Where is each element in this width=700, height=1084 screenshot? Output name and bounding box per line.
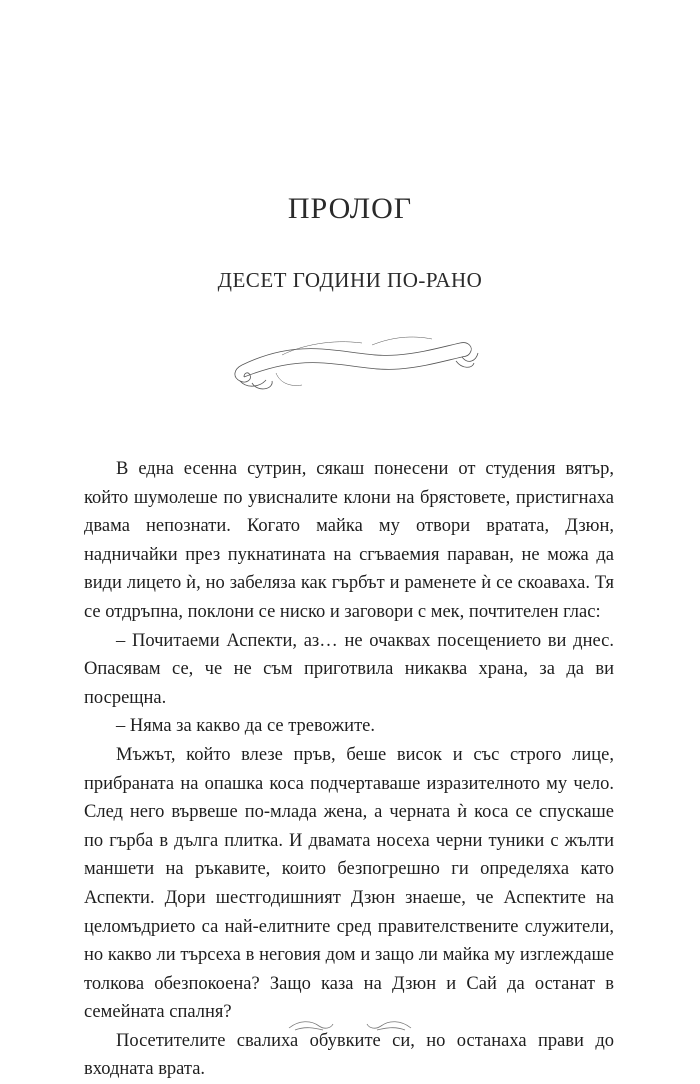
scroll-banner-icon (222, 325, 482, 397)
paragraph: – Няма за какво да се тревожите. (116, 716, 375, 737)
chapter-title: ПРОЛОГ (287, 192, 413, 225)
paragraph: В една есенна сутрин, сякаш понесени от студения вятър, който шумолеше по увисналите клони на брястовете, пристигнаха двама непознати. Когато майка му отвори вратата, Дзюн, надничайки през пукнатината на сгъваемия параван, не можа да види лицето ѝ, но забеляза как гърбът и раменете ѝ се скоаваха. Тя се отдръпна, поклони се ниско и заговори с мек, почтителен глас: (84, 459, 614, 622)
paragraph: Мъжът, който влезе пръв, беше висок и със строго лице, прибраната на опашка коса подчертаваше изразителното му чело. След него вървеше по-млада жена, а черната ѝ коса се спускаше по гърба в дълга плитка. И двамата носеха черни туники с жълти маншети на ръкавите, които безпогрешно ги определяха като Аспекти. Дори шестгодишният Дзюн знаеше, че Аспектите на целомъдрието са най-елитните сред правителствените служители, но какво ли търсеха в неговия дом и защо ли майка му изглеждаше толкова обезпокоена? Защо каза на Дзюн и Сай да останат в семейната спалня? (84, 744, 614, 1023)
body-text (84, 455, 614, 1084)
flourish-icon (285, 1016, 415, 1034)
chapter-subtitle: ДЕСЕТ ГОДИНИ ПО-РАНО (217, 268, 483, 292)
paragraph: – Почитаеми Аспекти, аз… не очаквах посещението ви днес. Опасявам се, че не съм приготвила никаква храна, за да ви посрещна. (84, 630, 614, 708)
paragraph: Посетителите свалиха обувките си, но останаха прави до входната врата. (84, 1030, 614, 1080)
